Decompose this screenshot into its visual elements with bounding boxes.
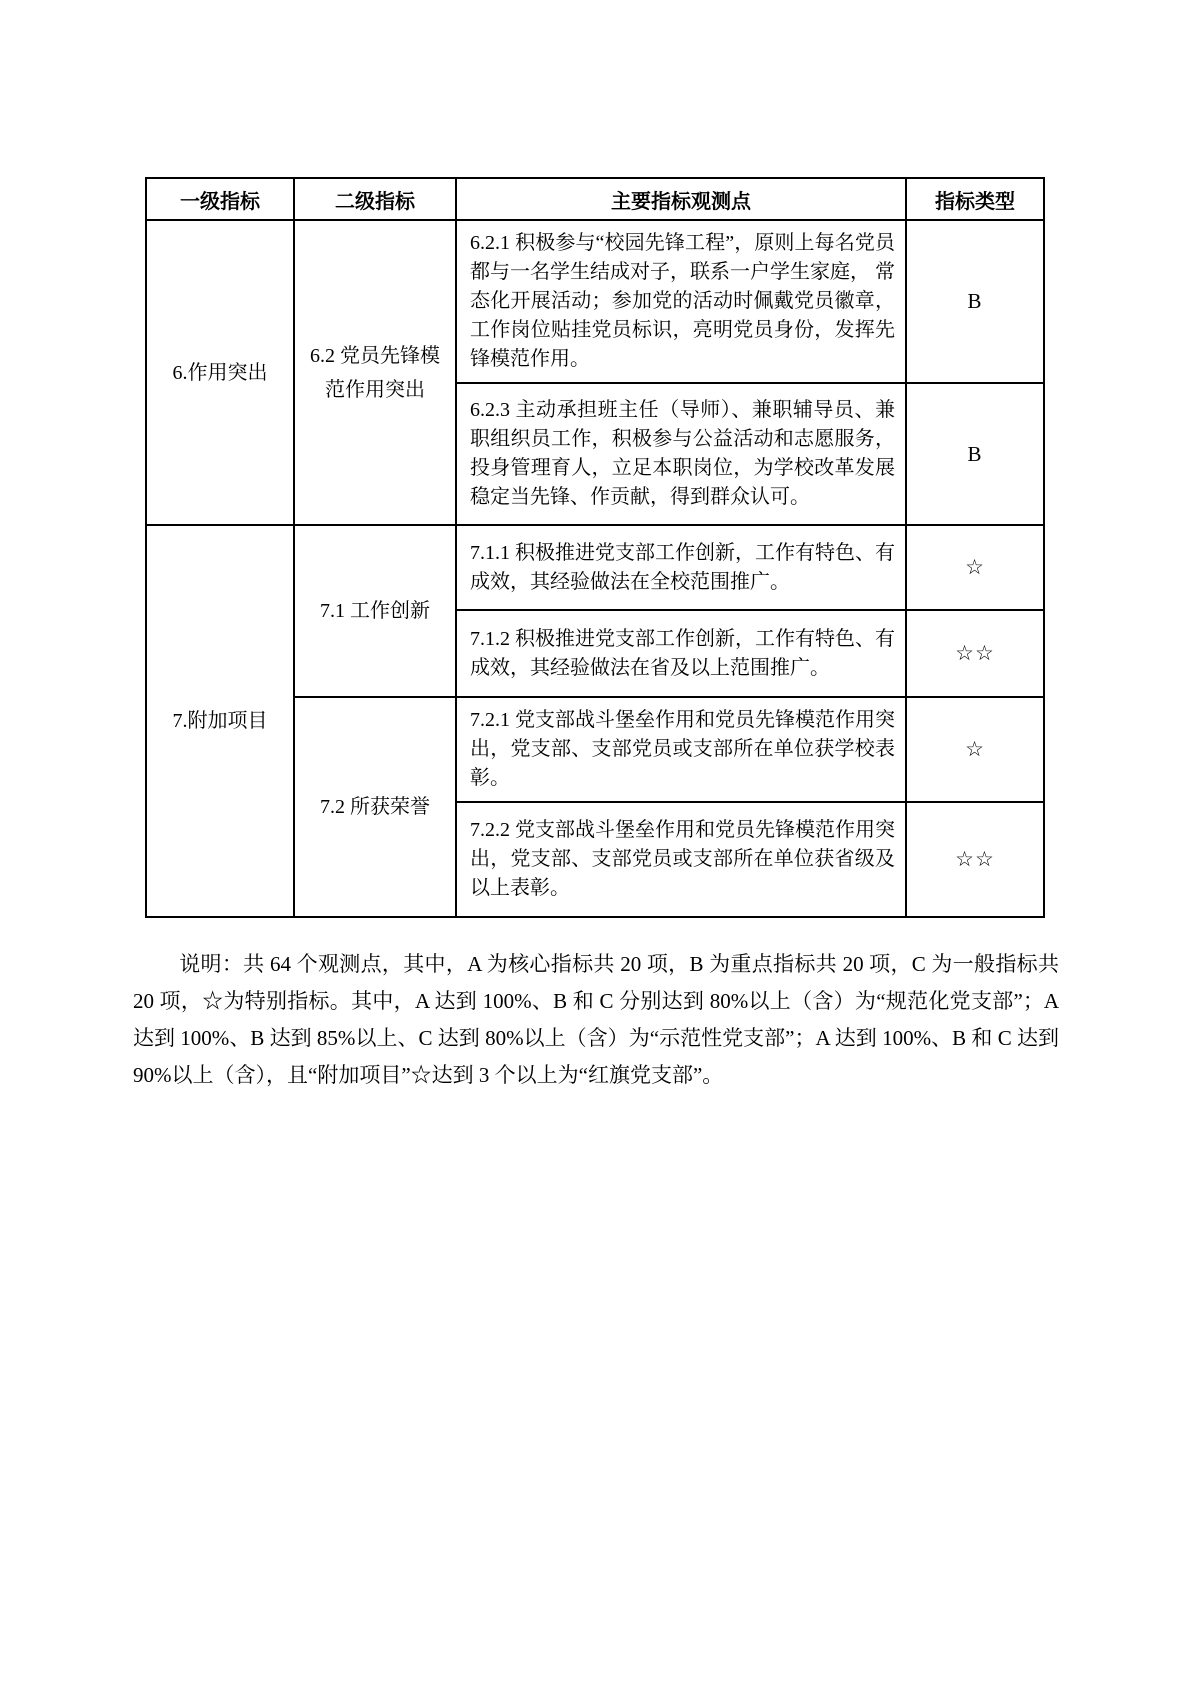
indicator-type-cell: B [906,383,1044,525]
table-row [146,525,1044,610]
note-paragraph: 说明：共 64 个观测点，其中，A 为核心指标共 20 项，B 为重点指标共 20 项，C 为一般指标共 20 项，☆为特别指标。其中，A 达到 100%、B 和 C 分别达到 80%以上（含）为“规范化党支部”；A 达到 100%、B 达到 85%以上、C 达到 80%以上（含）为“示范性党支部”；A 达到 100%、B 和 C 达到 90%以上（含），且“附加项目”☆达到 3 个以上为“红旗党支部”。 [133,952,1059,1087]
col-header-indicator-type: 指标类型 [906,178,1044,220]
indicator-type-cell: ☆☆ [906,802,1044,917]
level1-indicator-cell: 6.作用突出 [146,220,294,525]
table-header [146,178,1044,220]
col-header-level1-indicator: 一级指标 [146,178,294,220]
col-header-observation-point: 主要指标观测点 [456,178,906,220]
observation-point-cell: 6.2.3 主动承担班主任（导师）、兼职辅导员、兼职组织员工作，积极参与公益活动和志愿服务，投身管理育人，立足本职岗位，为学校改革发展稳定当先锋、作贡献，得到群众认可。 [456,383,906,525]
level1-indicator-cell: 7.附加项目 [146,525,294,917]
indicator-table-container [145,177,1045,918]
indicator-type-cell: ☆ [906,697,1044,802]
indicator-table [145,177,1045,918]
indicator-type-cell: ☆ [906,525,1044,610]
indicator-type-cell: B [906,220,1044,383]
level2-indicator-cell: 7.2 所获荣誉 [294,697,456,917]
observation-point-cell: 6.2.1 积极参与“校园先锋工程”，原则上每名党员都与一名学生结成对子，联系一户学生家庭， 常态化开展活动；参加党的活动时佩戴党员徽章， 工作岗位贴挂党员标识，亮明党员身份，发挥先锋模范作用。 [456,220,906,383]
level2-indicator-cell: 6.2 党员先锋模范作用突出 [294,220,456,525]
level2-indicator-cell: 7.1 工作创新 [294,525,456,697]
observation-point-cell: 7.1.2 积极推进党支部工作创新，工作有特色、有成效，其经验做法在省及以上范围推广。 [456,610,906,697]
header-row [146,178,1044,220]
observation-point-cell: 7.1.1 积极推进党支部工作创新，工作有特色、有成效，其经验做法在全校范围推广。 [456,525,906,610]
table-row [146,220,1044,383]
observation-point-cell: 7.2.1 党支部战斗堡垒作用和党员先锋模范作用突出，党支部、支部党员或支部所在单位获学校表彰。 [456,697,906,802]
observation-point-cell: 7.2.2 党支部战斗堡垒作用和党员先锋模范作用突出，党支部、支部党员或支部所在单位获省级及以上表彰。 [456,802,906,917]
col-header-level2-indicator: 二级指标 [294,178,456,220]
indicator-type-cell: ☆☆ [906,610,1044,697]
indicator-table-body [146,220,1044,917]
